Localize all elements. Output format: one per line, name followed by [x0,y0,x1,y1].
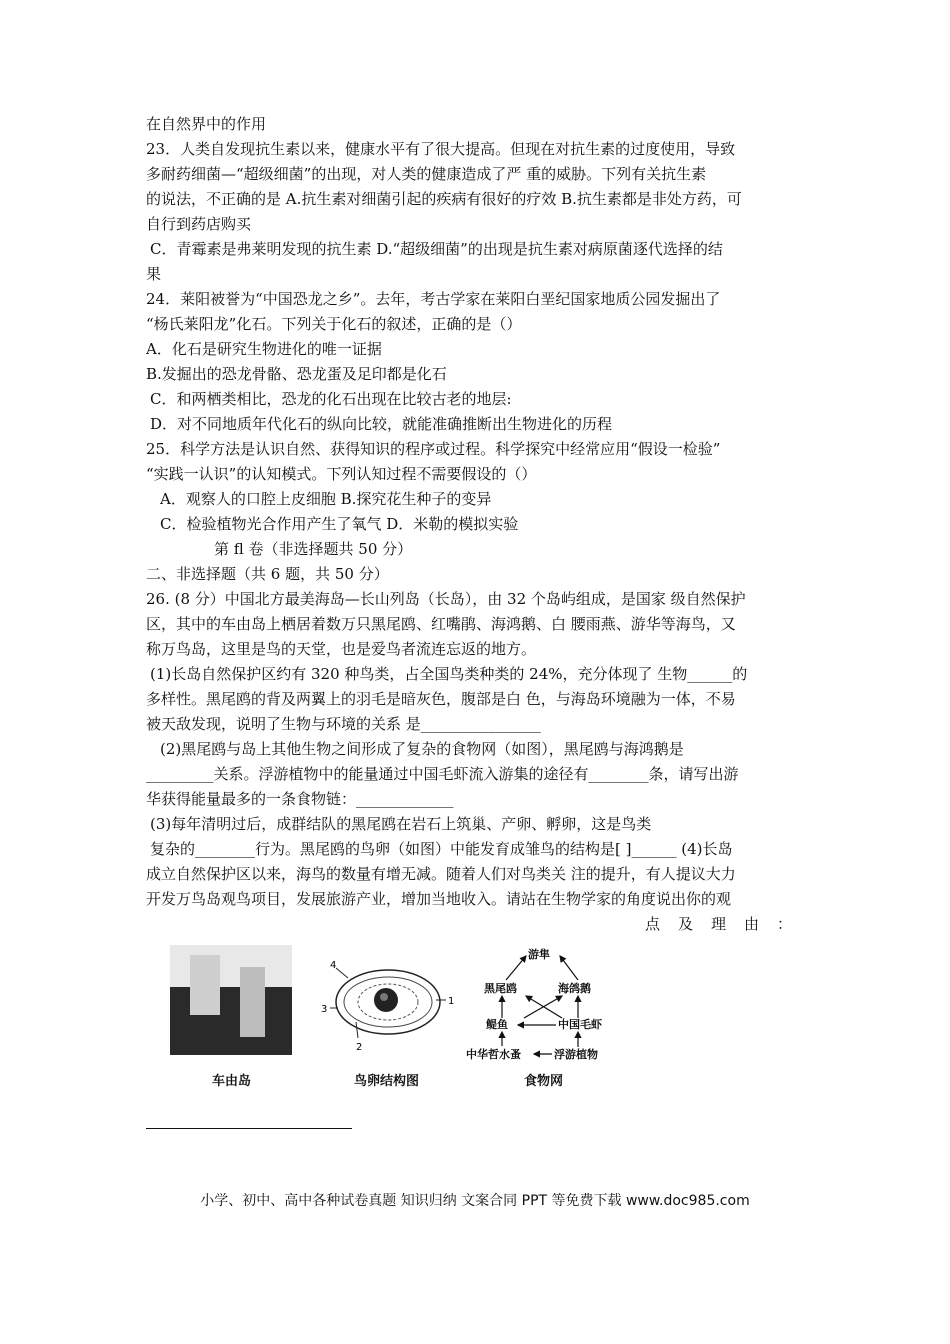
subquestion-1: (1)长岛自然保护区约有 320 种鸟类，占全国鸟类种类的 24%，充分体现了 生物______的 [150,665,748,683]
section-title: 二、非选择题（共 6 题，共 50 分） [146,565,389,583]
text-line: 的说法，不正确的是 A.抗生素对细菌引起的疾病有很好的疗效 B.抗生素都是非处方药，可 [146,190,742,208]
text-line: 多耐药细菌—“超级细菌”的出现，对人类的健康造成了严 重的威胁。下列有关抗生素 [146,165,707,183]
text-line: 成立自然保护区以来，海鸟的数量有增无减。随着人们对鸟类关 注的提升，有人提议大力 [146,865,736,883]
text-line: 多样性。黑尾鸥的背及两翼上的羽毛是暗灰色，腹部是白 色，与海岛环境融为一体，不易 [146,690,736,708]
subquestion-3: (3)每年清明过后，成群结队的黑尾鸥在岩石上筑巢、产卵、孵卵，这是鸟类 [150,815,652,833]
option-b: B.发掘出的恐龙骨骼、恐龙蛋及足印都是化石 [146,365,447,383]
figure-row [170,940,620,1090]
subquestion-2: (2)黑尾鸥与岛上其他生物之间形成了复杂的食物网（如图），黑尾鸥与海鸿鹅是 [160,740,684,758]
node-top: 游隼 [528,948,550,961]
option-c: C．和两栖类相比，恐龙的化石出现在比较古老的地层: [150,390,512,408]
egg-label-4: 4 [330,960,337,971]
text-line: 开发万鸟岛观鸟项目，发展旅游产业，增加当地收入。请站在生物学家的角度说出你的观 [146,890,732,908]
text-line: 称万鸟岛，这里是鸟的天堂，也是爱鸟者流连忘返的地方。 [146,640,537,658]
text-line: _________关系。浮游植物中的能量通过中国毛虾流入游集的途径有________条，请写出游 [146,765,739,783]
photo-image [170,945,292,1055]
egg-icon [318,940,458,1065]
option-a: A．化石是研究生物进化的唯一证据 [146,340,382,358]
option-cd: C．检验植物光合作用产生了氧气 D．米勒的模拟实验 [160,515,519,533]
footer-text: 小学、初中、高中各种试卷真题 知识归纳 文案合同 PPT 等免费下载 www.doc985.com [200,1193,750,1209]
option-c: C．青霉素是弗莱明发现的抗生素 D.“超级细菌”的出现是抗生素对病原菌逐代选择的结 [150,240,723,258]
node-gull: 黑尾鸥 [484,982,517,995]
question-26: 26. (8 分）中国北方最美海岛—长山列岛（长岛），由 32 个岛屿组成，是国家 级自然保护 [146,590,746,608]
option-ab: A．观察人的口腔上皮细胞 B.探究花生种子的变异 [160,490,492,508]
food-web [466,940,626,1090]
food-web-diagram [466,940,626,1065]
egg-label-3: 3 [321,1004,328,1015]
node-cormorant: 海鸽鹅 [558,982,591,995]
text-line: 点及理由： [644,915,810,933]
web-caption: 食物网 [524,1074,564,1089]
node-anchovy: 鳀鱼 [486,1018,508,1031]
text-line: 自行到药店购买 [146,215,252,233]
question-24: 24．莱阳被誉为“中国恐龙之乡”。去年，考古学家在莱阳白垩纪国家地质公园发掘出了 [146,290,721,308]
document-body [146,112,810,937]
egg-label-2: 2 [356,1042,363,1053]
option-d: D．对不同地质年代化石的纵向比较，就能准确推断出生物进化的历程 [150,415,613,433]
question-23: 23．人类自发现抗生素以来，健康水平有了很大提高。但现在对抗生素的过度使用，导致 [146,140,736,158]
text-line: “实践一认识”的认知模式。下列认知过程不需要假设的（） [146,465,537,483]
answer-line [146,1128,352,1129]
egg-caption: 鸟卵结构图 [354,1074,420,1089]
node-shrimp: 中国毛虾 [558,1018,602,1031]
island-photo [170,940,295,1090]
text-line: 果 [146,265,162,283]
section-heading: 第 fl 卷（非选择题共 50 分） [214,540,413,558]
text-line: “杨氏莱阳龙”化石。下列关于化石的叙述，正确的是（） [146,315,522,333]
egg-diagram [318,940,458,1090]
text-line: 区，其中的车由岛上栖居着数万只黑尾鸥、红嘴鹃、海鸿鹅、白 腰雨燕、游华等海鸟，又 [146,615,736,633]
text-line: 华获得能量最多的一条食物链：_____________ [146,790,454,808]
photo-caption: 车由岛 [212,1074,252,1089]
egg-label-1: 1 [448,996,455,1007]
text-line: 被天敌发现，说明了生物与环境的关系 是________________ [146,715,541,733]
node-plankton: 浮游植物 [554,1048,598,1061]
node-copepod: 中华哲水蚤 [466,1048,521,1061]
question-25: 25．科学方法是认识自然、获得知识的程序或过程。科学探究中经常应用“假设一检验” [146,440,721,458]
text-line: 在自然界中的作用 [146,115,267,133]
text-line: 复杂的________行为。黑尾鸥的鸟卵（如图）中能发育成雏鸟的结构是[ ]______ (4)长岛 [150,840,733,858]
